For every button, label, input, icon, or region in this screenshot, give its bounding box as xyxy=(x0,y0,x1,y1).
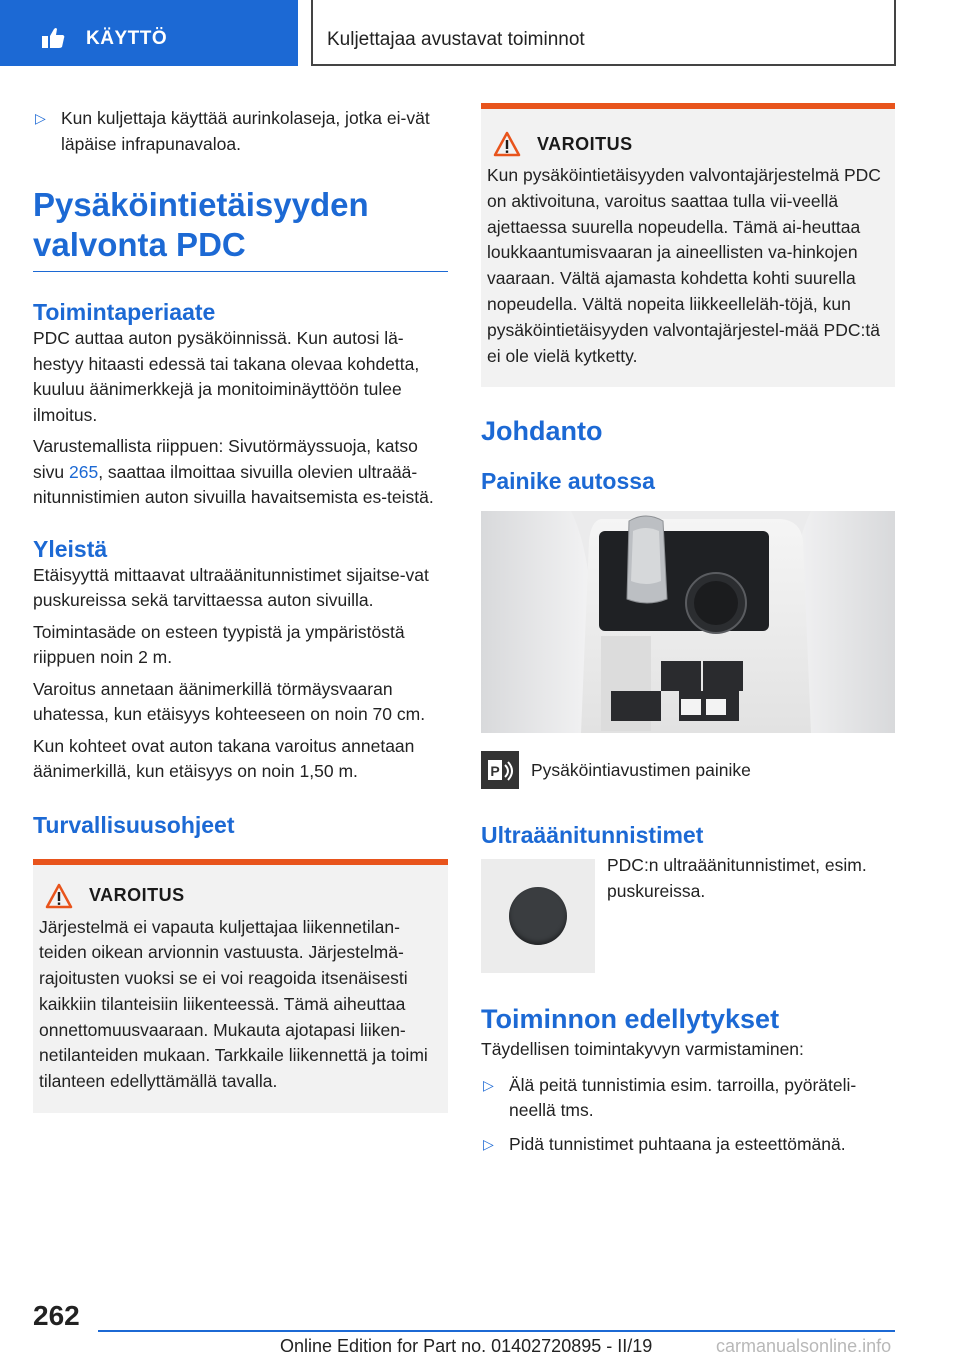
button-heading: Painike autossa xyxy=(481,468,655,495)
button-caption: Pysäköintiavustimen painike xyxy=(531,759,751,780)
bullet-text: Pidä tunnistimet puhtaana ja esteettömänä. xyxy=(509,1133,846,1154)
pointing-hand-icon xyxy=(40,26,66,50)
warning-box xyxy=(33,859,448,1114)
page-number: 262 xyxy=(33,1300,80,1331)
page-link[interactable]: 265 xyxy=(68,461,99,482)
center-console-image xyxy=(481,511,895,733)
warning-icon xyxy=(45,883,73,909)
list-item xyxy=(481,1132,895,1158)
page-title: Pysäköintietäisyyden valvonta PDC xyxy=(33,185,448,272)
principle-paragraph: PDC auttaa auton pysäköinnissä. Kun autosi lä-hestyy hitaasti edessä tai takana olevaa kohdetta, kuuluu äänimerkkejä ja monitoiminäyttöön tulee ilmoitus. xyxy=(33,328,420,425)
edition-text: Online Edition for Part no. 01402720895 - II/19 xyxy=(280,1336,653,1356)
general-heading: Yleistä xyxy=(33,535,108,562)
text-span: Varustemallista riippuen: Sivutörmäyssuoja, katso sivu xyxy=(33,436,418,482)
safety-heading: Turvallisuusohjeet xyxy=(33,811,235,838)
warning-text: Järjestelmä ei vapauta kuljettajaa liikennetilan-teiden oikean arvionnin vastuusta. Järjestelmä-rajoitusten vuoksi se ei voi reagoida itsenäisesti kaikkiin tilanteisiin liikenteessä. Tämä aiheuttaa onnettomuusvaaraan. Mukauta ajotapasi liiken-netilanteiden mukaan. Tarkkaile liikennettä ja toimi tilanteen edellyttämällä tavalla. xyxy=(39,916,428,1092)
triangle-bullet-icon: ▷ xyxy=(483,1135,494,1152)
watermark: carmanualsonline.info xyxy=(716,1336,892,1356)
text-span: , saattaa ilmoittaa sivuilla olevien ultraää-nitunnistimien auton sivuilla havaitsemista es-teistä. xyxy=(33,461,434,507)
general-paragraph: Kun kohteet ovat auton takana varoitus annetaan äänimerkillä, kun etäisyys on noin 1,50 m. xyxy=(33,735,415,781)
list-item xyxy=(481,1073,895,1124)
footer-divider xyxy=(98,1330,895,1332)
sensors-row xyxy=(481,855,895,973)
warning-title: VAROITUS xyxy=(89,885,185,905)
principle-heading: Toimintaperiaate xyxy=(33,299,216,325)
sensors-heading: Ultraäänitunnistimet xyxy=(481,822,704,849)
intro-heading: Johdanto xyxy=(481,416,603,447)
warning-text: Kun pysäköintietäisyyden valvontajärjestelmä PDC on aktivoituna, varoitus saattaa tulla vii-veellä ajettaessa suurella nopeudella. Tämä ai-heuttaa loukkaantumisvaaran ja aineellisten va-hinkojen vaaraan. Vältä ajamasta kohdetta kohti suurella nopeudella. Vältä nopeita liikkeelleläh-töjä, kun pysäköintietäisyyden valvontajärjestel-mää PDC:tä ei ole vielä kytketty. xyxy=(487,165,881,366)
principle-paragraph-2 xyxy=(33,434,448,511)
svg-text:P: P xyxy=(490,763,500,780)
general-paragraph: Etäisyyttä mittaavat ultraäänitunnistimet sijaitse-vat puskureissa sekä tarvittaessa auton sivuilla. xyxy=(33,564,429,610)
triangle-bullet-icon: ▷ xyxy=(35,110,46,126)
chapter-header xyxy=(0,0,298,66)
warning-title: VAROITUS xyxy=(537,133,633,154)
triangle-bullet-icon: ▷ xyxy=(483,1076,494,1093)
warning-header xyxy=(39,883,442,909)
section-header xyxy=(311,0,896,66)
general-paragraph: Toimintasäde on esteen tyypistä ja ympäristöstä riippuen noin 2 m. xyxy=(33,621,405,667)
parking-assist-icon xyxy=(481,751,519,789)
right-column xyxy=(481,103,895,1165)
pdc-button-caption-row xyxy=(481,751,895,789)
warning-header xyxy=(487,131,889,157)
sensors-text: PDC:n ultraäänitunnistimet, esim. puskureissa. xyxy=(607,855,867,901)
section-title: Kuljettajaa avustavat toiminnot xyxy=(327,29,585,50)
requirements-heading: Toiminnon edellytykset xyxy=(481,1004,780,1035)
bullet-text: Älä peitä tunnistimia esim. tarroilla, pyöräteli-neellä tms. xyxy=(509,1074,857,1121)
warning-box xyxy=(481,103,895,387)
list-item xyxy=(33,106,448,157)
requirements-intro: Täydellisen toimintakyvyn varmistaminen: xyxy=(481,1039,804,1060)
ultrasonic-sensor-icon xyxy=(509,887,567,945)
console-illustration xyxy=(481,511,895,733)
left-column xyxy=(33,96,448,1113)
warning-icon xyxy=(493,131,521,157)
sensor-image xyxy=(481,859,595,973)
chapter-title: KÄYTTÖ xyxy=(86,28,168,49)
general-paragraph: Varoitus annetaan äänimerkillä törmäysvaaran uhatessa, kun etäisyys kohteeseen on noin 70 cm. xyxy=(33,678,426,724)
bullet-text: Kun kuljettaja käyttää aurinkolaseja, jotka ei-vät läpäise infrapunavaloa. xyxy=(61,108,430,154)
